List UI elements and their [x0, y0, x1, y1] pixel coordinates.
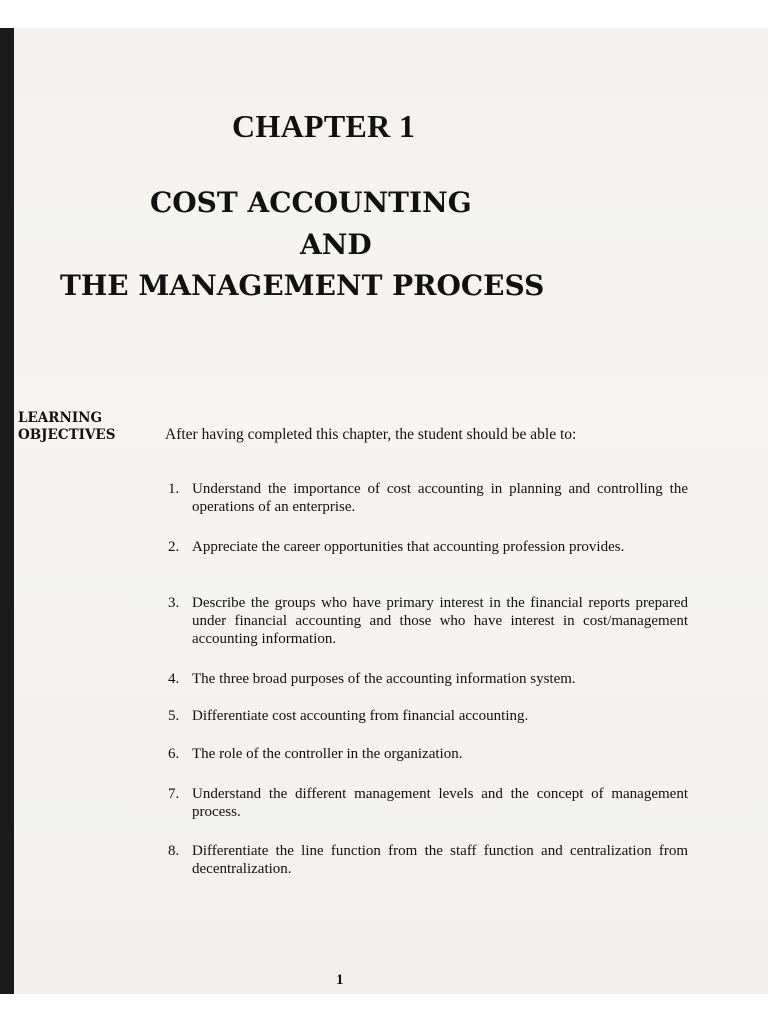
- objective-number: 8.: [168, 843, 180, 859]
- objective-number: 2.: [168, 539, 180, 555]
- objective-number: 3.: [168, 595, 180, 611]
- objective-number: 7.: [168, 786, 180, 802]
- objective-text: The role of the controller in the organization.: [192, 746, 463, 762]
- objective-item-7: [168, 785, 688, 821]
- objective-item-8: [168, 842, 688, 878]
- chapter-heading: CHAPTER 1: [232, 108, 416, 144]
- chapter-title-line-1: COST ACCOUNTING: [150, 186, 472, 219]
- objective-item-6: [168, 745, 688, 763]
- objective-text: Understand the importance of cost accounting in planning and controlling the operations of an enterprise.: [192, 481, 688, 515]
- objective-item-2: [168, 538, 688, 556]
- objective-number: 6.: [168, 746, 180, 762]
- objective-text: Understand the different management levels and the concept of management process.: [192, 786, 688, 820]
- objective-text: Describe the groups who have primary interest in the financial reports prepared under financial accounting and those who have interest in cost/management accounting information.: [192, 595, 688, 647]
- objective-item-1: [168, 480, 688, 516]
- side-label-line-1: LEARNING: [18, 410, 102, 426]
- objective-item-5: [168, 707, 688, 725]
- chapter-title-line-2: AND: [300, 228, 372, 261]
- learning-objectives-label: [18, 410, 115, 444]
- page-number: 1: [336, 972, 344, 988]
- objective-text: Appreciate the career opportunities that accounting profession provides.: [192, 539, 625, 555]
- objectives-intro: After having completed this chapter, the student should be able to:: [165, 426, 577, 443]
- objective-number: 5.: [168, 708, 180, 724]
- objective-text: The three broad purposes of the accounting information system.: [192, 671, 576, 687]
- objective-item-3: [168, 594, 688, 648]
- chapter-title-line-3: THE MANAGEMENT PROCESS: [60, 269, 545, 302]
- objective-number: 1.: [168, 481, 180, 497]
- objective-text: Differentiate the line function from the staff function and centralization from decentralization.: [192, 843, 688, 877]
- objective-text: Differentiate cost accounting from financial accounting.: [192, 708, 529, 724]
- objective-item-4: [168, 670, 688, 688]
- side-label-line-2: OBJECTIVES: [18, 427, 116, 443]
- objective-number: 4.: [168, 671, 180, 687]
- page-binding-edge: [0, 28, 14, 994]
